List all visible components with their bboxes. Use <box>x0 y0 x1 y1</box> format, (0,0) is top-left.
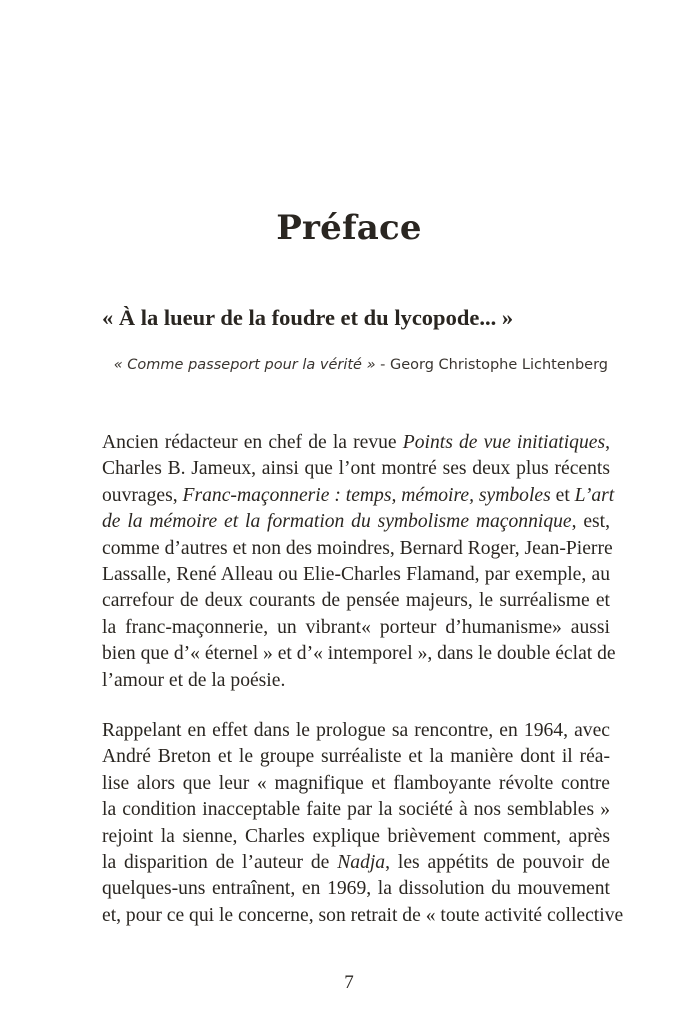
text-line <box>102 744 610 770</box>
text-run: Rappelant en effet dans le prologue sa rencontre, en 1964, avec <box>102 720 610 741</box>
text-run: comme d’autres et non des moindres, Bernard Roger, Jean-Pierre <box>102 537 613 559</box>
text-run: et, pour ce qui le concerne, son retrait de « toute activité collective <box>102 904 624 926</box>
text-line <box>102 615 610 641</box>
text-line <box>102 850 610 876</box>
text-run: l’amour et de la poésie. <box>102 669 286 691</box>
text-line <box>102 771 610 797</box>
text-run: André Breton et le groupe surréaliste et la manière dont il réa- <box>102 746 610 768</box>
italic-text: Nadja <box>337 851 386 873</box>
text-run: , est, <box>571 511 610 533</box>
text-line <box>102 641 616 667</box>
text-run: quelques-uns entraînent, en 1969, la dissolution du mouvement <box>102 878 610 900</box>
text-run: , les appétits de pouvoir de <box>385 851 610 873</box>
text-run: ouvrages, <box>102 484 183 506</box>
text-run: la franc-maçonnerie, un vibrant« porteur d’humanisme» aussi <box>102 616 610 638</box>
text-line <box>102 588 610 614</box>
text-line <box>102 456 610 482</box>
paragraph-1 <box>102 430 616 694</box>
text-run: Ancien rédacteur en chef de la revue <box>102 432 403 453</box>
italic-text: Points de vue initiatiques <box>402 432 606 453</box>
page-title: Préface <box>276 208 422 248</box>
text-run: la condition inacceptable faite par la société à nos semblables » <box>102 799 610 821</box>
text-run: , <box>605 432 610 453</box>
text-line <box>102 876 610 902</box>
text-line <box>102 824 610 850</box>
text-line <box>102 903 624 929</box>
italic-text: de la mémoire et la formation du symbolisme maçonnique <box>102 511 572 533</box>
text-run: rejoint la sienne, Charles explique brièvement comment, après <box>102 825 610 847</box>
text-line <box>102 430 610 456</box>
text-line <box>102 536 613 562</box>
text-run: Lassalle, René Alleau ou Elie-Charles Flamand, par exemple, au <box>102 563 610 585</box>
epigraph-quote: « Comme passeport pour la vérité » <box>113 357 376 373</box>
text-run: et <box>550 484 575 506</box>
italic-text: Franc-maçonnerie : temps, mémoire, symboles <box>182 484 551 506</box>
text-run: bien que d’« éternel » et d’« intemporel », dans le double éclat de <box>102 643 616 665</box>
text-line <box>102 483 615 509</box>
text-run: la disparition de l’auteur de <box>102 851 338 873</box>
page-number: 7 <box>344 972 354 993</box>
text-line <box>102 797 610 823</box>
text-line <box>102 718 610 744</box>
text-line <box>102 668 610 694</box>
italic-text: L’art <box>574 484 615 506</box>
section-subtitle: « À la lueur de la foudre et du lycopode... » <box>102 305 514 330</box>
text-line <box>102 509 610 535</box>
epigraph-author: - Georg Christophe Lichtenberg <box>375 357 608 373</box>
text-run: Charles B. Jameux, ainsi que l’ont montré ses deux plus récents <box>102 458 610 480</box>
text-run: lise alors que leur « magnifique et flamboyante révolte contre <box>102 772 610 794</box>
text-line <box>102 562 610 588</box>
epigraph <box>114 357 608 373</box>
text-run: carrefour de deux courants de pensée majeurs, le surréalisme et <box>102 590 610 612</box>
paragraph-2 <box>102 718 624 929</box>
